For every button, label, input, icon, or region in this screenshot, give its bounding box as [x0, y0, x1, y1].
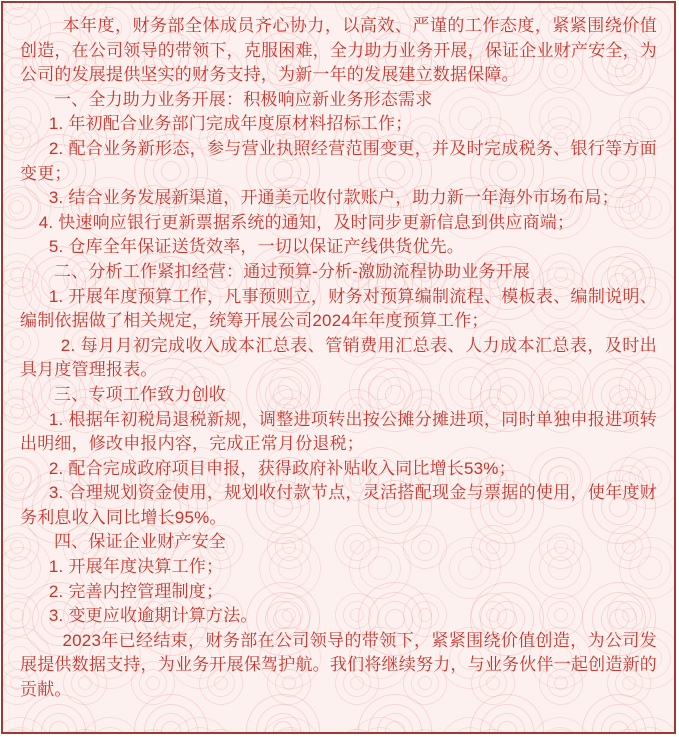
- section-heading: 二、分析工作紧扣经营：通过预算-分析-激励流程协助业务开展: [54, 261, 531, 281]
- document-sheet: [1, 1, 676, 734]
- paragraph: 4. 快速响应银行更新票据系统的通知，及时同步更新信息到供应商端；: [38, 212, 575, 232]
- paragraph: 2. 每月月初完成收入成本汇总表、管销费用汇总表、人力成本汇总表，及时出具月度管理报表。: [20, 335, 657, 380]
- paragraph: 1. 年初配合业务部门完成年度原材料招标工作；: [48, 114, 413, 134]
- paragraph: 1. 开展年度预算工作，凡事预则立，财务对预算编制流程、模板表、编制说明、编制依据做了相关规定，统筹开展公司2024年年度预算工作；: [20, 286, 657, 331]
- paragraph: 1. 根据年初税局退税新规，调整进项转出按公摊分摊进项，同时单独申报进项转出明细，修改申报内容，完成正常月份退税；: [20, 409, 657, 454]
- paragraph: 2. 配合业务新形态，参与营业执照经营范围变更，并及时完成税务、银行等方面变更；: [20, 138, 657, 183]
- paragraph: 5. 仓库全年保证送货效率，一切以保证产线供货优先。: [48, 237, 464, 257]
- section-heading: 三、专项工作致力创收: [54, 384, 226, 404]
- paragraph: 3. 结合业务发展新渠道，开通美元收付款账户，助力新一年海外市场布局；: [48, 188, 619, 208]
- paragraph: 3. 变更应收逾期计算方法。: [48, 606, 258, 626]
- paragraph: 3. 合理规划资金使用，规划收付款节点，灵活搭配现金与票据的使用，使年度财务利息收入同比增长95%。: [20, 483, 657, 527]
- paragraph: 本年度，财务部全体成员齐心协力，以高效、严谨的工作态度，紧紧围绕价值创造，在公司领导的带领下，克服困难，全力助力业务开展，保证企业财产安全，为公司的发展提供坚实的财务支持，为新一年的发展建立数据保障。: [20, 16, 657, 85]
- paragraph: 2023年已经结束，财务部在公司领导的带领下，紧紧围绕价值创造，为公司发展提供数据支持，为业务开展保驾护航。我们将继续努力，与业务伙伴一起创造新的贡献。: [20, 630, 657, 700]
- paragraph: 2. 配合完成政府项目申报，获得政府补贴收入同比增长53%；: [48, 458, 516, 478]
- document-body: [3, 3, 674, 732]
- paragraph: 2. 完善内控管理制度；: [48, 581, 224, 601]
- paragraph: 1. 开展年度决算工作；: [48, 557, 224, 577]
- section-heading: 一、全力助力业务开展：积极响应新业务形态需求: [54, 89, 433, 109]
- section-heading: 四、保证企业财产安全: [54, 532, 226, 552]
